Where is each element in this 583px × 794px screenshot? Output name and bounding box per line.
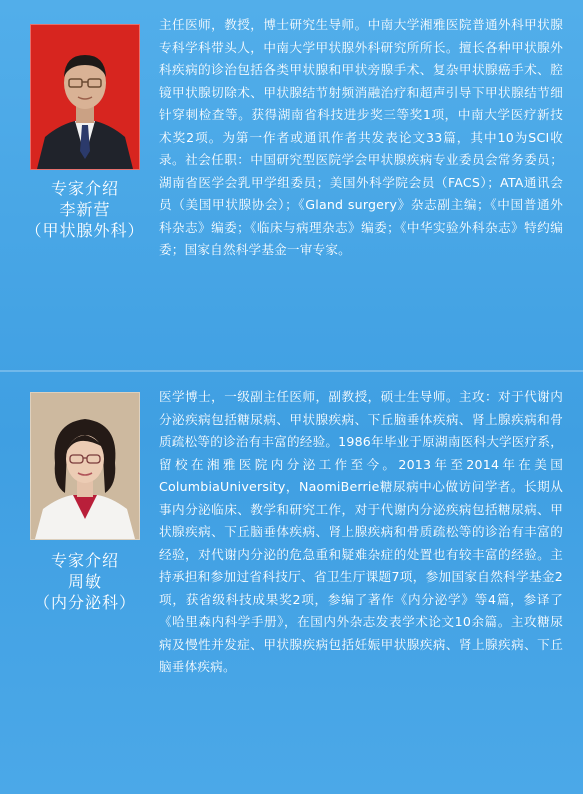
- expert-name: 李新营: [59, 200, 111, 219]
- portrait-image: [31, 393, 139, 539]
- expert-name: 周敏: [67, 572, 102, 591]
- expert-bio: 医学博士，一级副主任医师，副教授，硕士生导师。主攻：对于代谢内分泌疾病包括糖尿病、甲状腺疾病、下丘脑垂体疾病、肾上腺疾病和骨质疏松等的诊治有丰富的经验。1986年毕业于原湖南医科大学医疗系，留校在湘雅医院内分泌工作至今。2013年至2014年在美国ColumbiaUniversity，NaomiBerrie糖尿病中心做访问学者。长期从事内分泌临床、教学和研究工作，对于代谢内分泌疾病包括糖尿病、甲状腺疾病、下丘脑垂体疾病、肾上腺疾病和骨质疏松等的诊治有丰富的经验，对代谢内分泌的危急重和疑难杂症的处置也有较丰富的经验。主持承担和参加过省科技厅、省卫生厅课题7项，参加国家自然科学基金2项，获省级科技成果奖2项，参编了著作《内分泌学》等4篇，参译了《哈里森内科学手册》，在国内外杂志发表学术论文10余篇。主攻糖尿病及慢性并发症、甲状腺疾病包括妊娠甲状腺疾病、肾上腺疾病、下丘脑垂体疾病。: [159, 389, 563, 674]
- expert-department: （内分泌科）: [33, 593, 136, 612]
- caption-title: 专家介绍: [50, 551, 119, 570]
- expert-photo: [30, 392, 140, 540]
- portrait-image: [31, 25, 139, 169]
- caption-title: 专家介绍: [50, 179, 119, 198]
- expert-department: （甲状腺外科）: [25, 221, 145, 240]
- expert-photo: [30, 24, 140, 170]
- expert-profile-2: [0, 372, 583, 794]
- expert-bio: 主任医师，教授，博士研究生导师。中南大学湘雅医院普通外科甲状腺专科学科带头人，中南大学甲状腺外科研究所所长。擅长各种甲状腺外科疾病的诊治包括各类甲状腺和甲状旁腺手术、复杂甲状腺癌手术、腔镜甲状腺切除术、甲状腺结节射频消融治疗和超声引导下甲状腺结节细针穿刺检查等。获得湖南省科技进步奖三等奖1项，中南大学医疗新技术奖2项。为第一作者或通讯作者共发表论文33篇，其中10为SCI收录。社会任职：中国研究型医院学会甲状腺疾病专业委员会常务委员；湖南省医学会乳甲学组委员；美国外科学院会员（FACS）；ATA通讯会员（美国甲状腺协会）；《Gland surgery》杂志副主编；《中国普通外科杂志》编委；《临床与病理杂志》编委；《中华实验外科杂志》特约编委；国家自然科学基金一审专家。: [159, 17, 563, 257]
- expert-caption: [20, 550, 150, 613]
- expert-caption: [20, 178, 150, 241]
- expert-profile-1: [0, 0, 583, 372]
